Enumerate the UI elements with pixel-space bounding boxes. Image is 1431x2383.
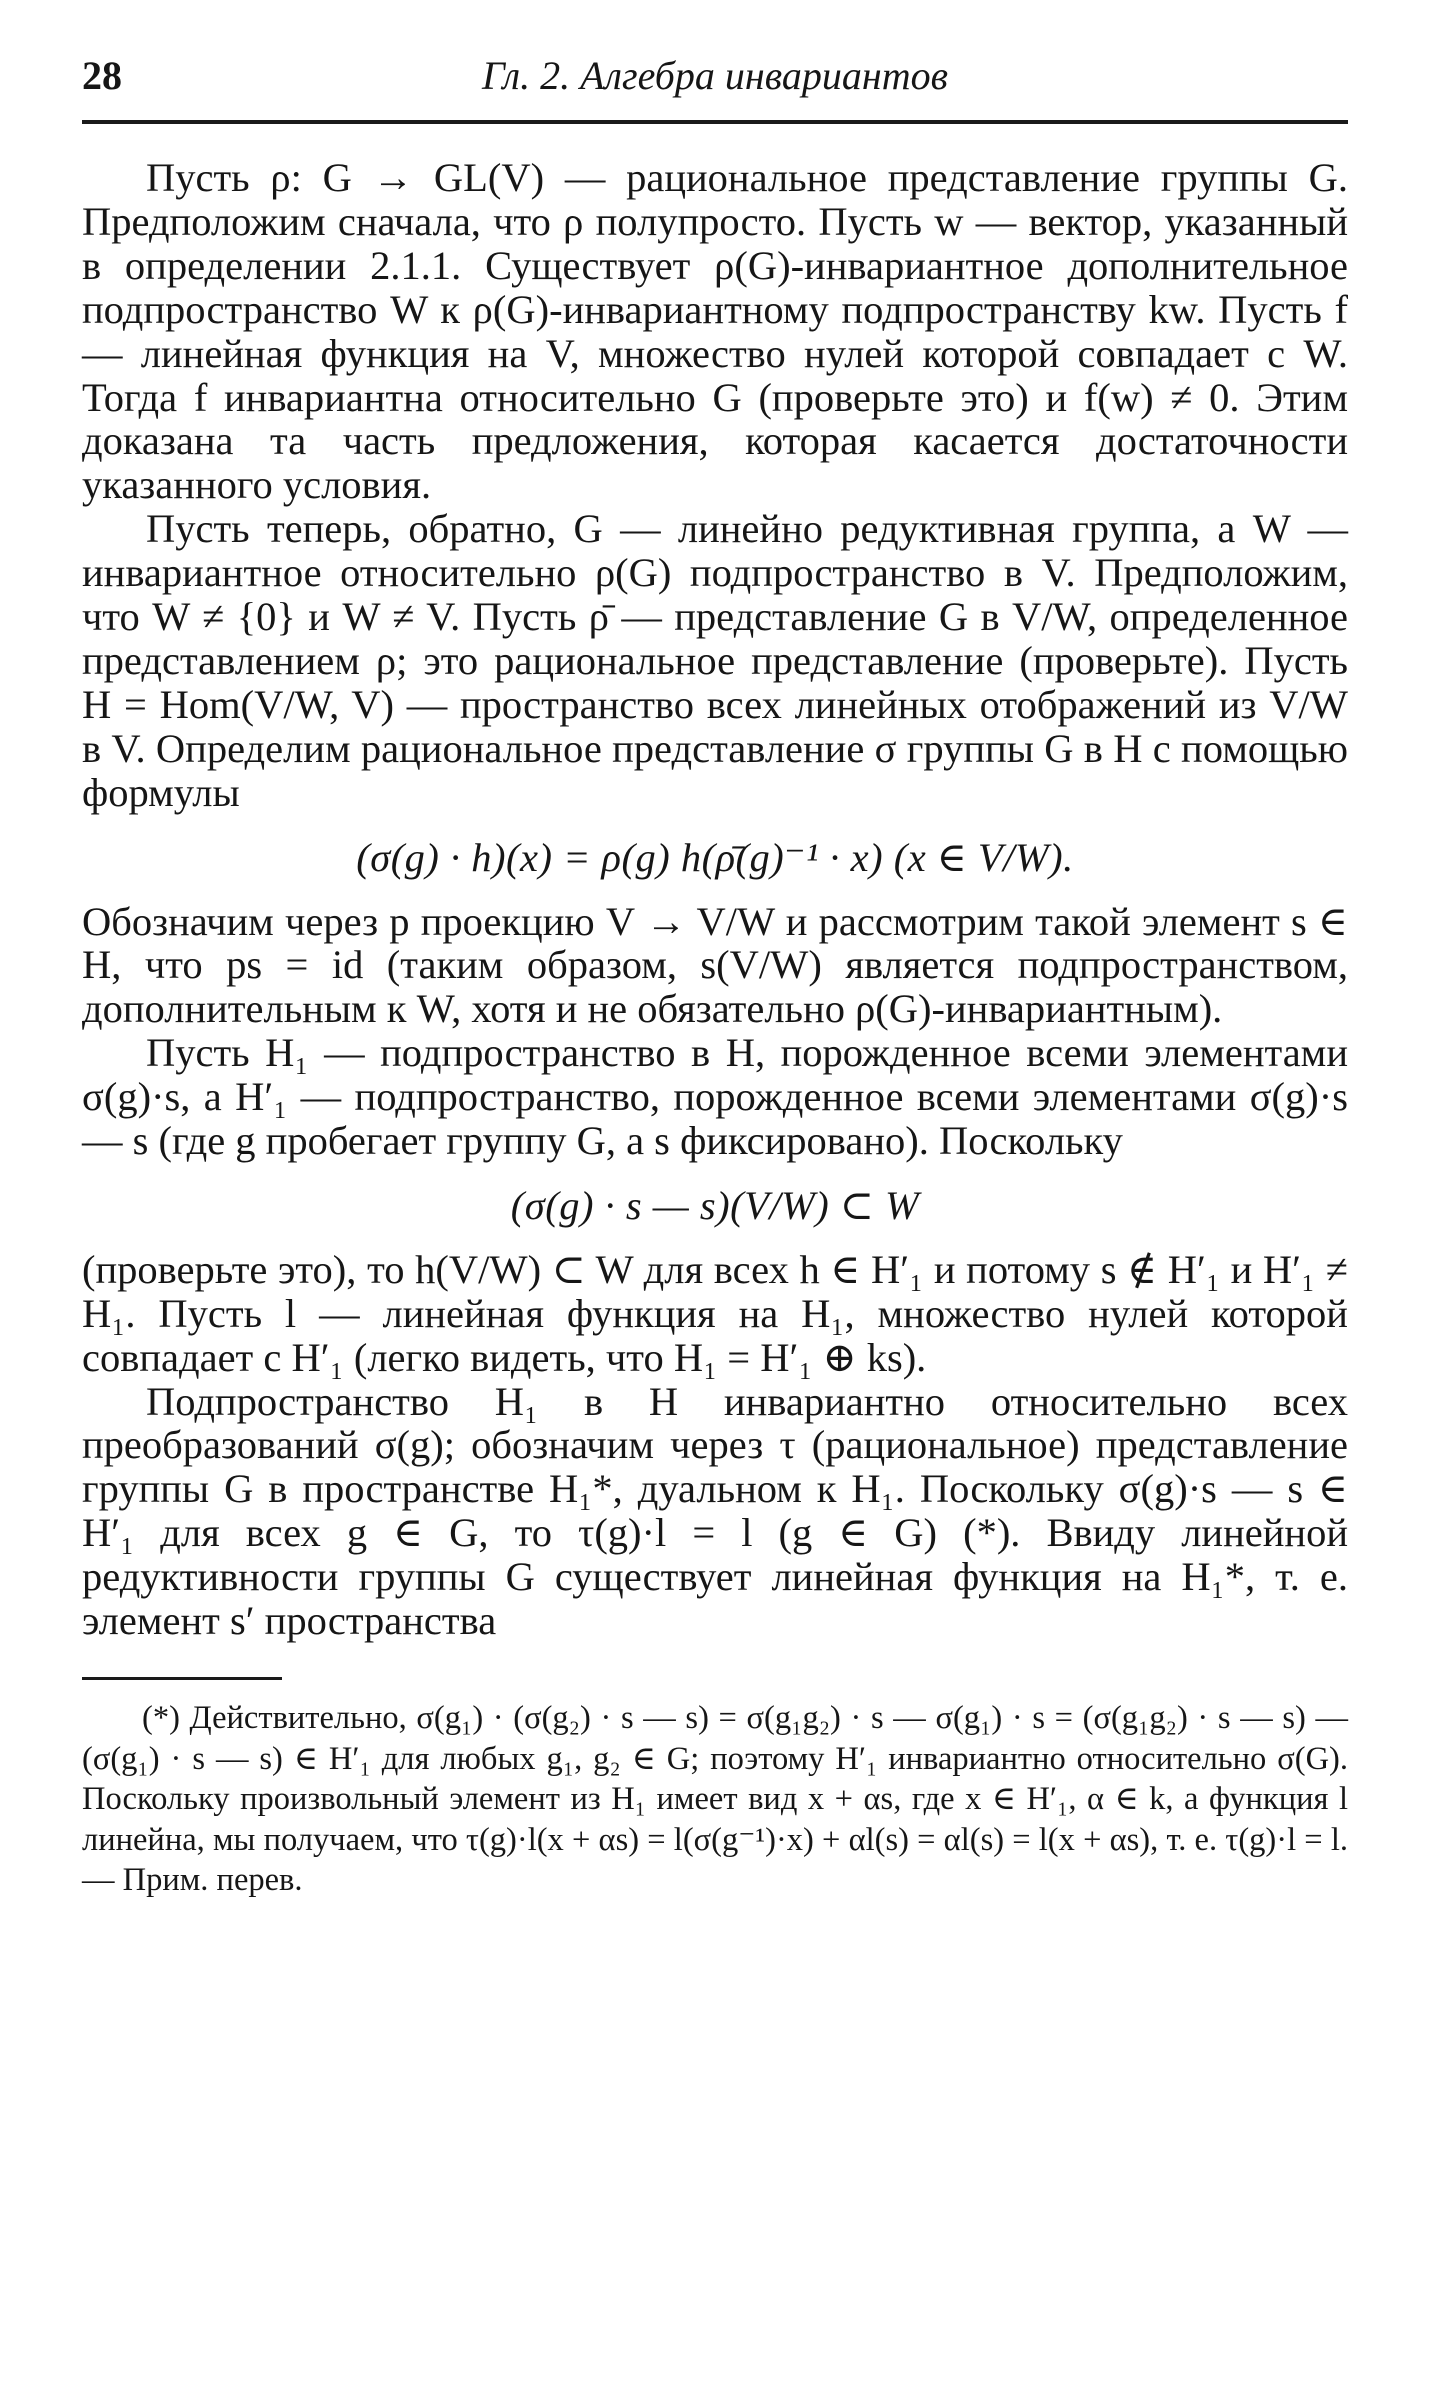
paragraph-4: Пусть H₁ — подпространство в H, порожденное всеми элементами σ(g)·s, а H′₁ — подпространство, порожденное всеми элементами σ(g)·s — s (где g пробегает группу G, а s фиксировано). Поскольку	[82, 1030, 1348, 1164]
formula-sigma-definition: (σ(g) · h)(x) = ρ(g) h(ρ̄(g)⁻¹ · x) (x ∈ V/W).	[356, 834, 1074, 880]
paragraph-3: Обозначим через p проекцию V → V/W и рассмотрим такой элемент s ∈ H, что ps = id (таким образом, s(V/W) является подпространством, дополнительным к W, хотя и не обязательно ρ(G)-инвариантным).	[82, 898, 1348, 1032]
main-text	[82, 156, 1348, 1643]
formula-inclusion: (σ(g) · s — s)(V/W) ⊂ W	[510, 1182, 920, 1228]
footnote: (*) Действительно, σ(g₁) · (σ(g₂) · s — s) = σ(g₁g₂) · s — σ(g₁) · s = (σ(g₁g₂) · s — s) — (σ(g₁) · s — s) ∈ H′₁ для любых g₁, g₂ ∈ G; поэтому H′₁ инвариантно относительно σ(G). Поскольку произвольный элемент из H₁ имеет вид x + αs, где x ∈ H′₁, α ∈ k, а функция l линейна, мы получаем, что τ(g)·l(x + αs) = l(σ(g⁻¹)·x) + αl(s) = αl(s) = l(x + αs), т. е. τ(g)·l = l. — Прим. перев.	[82, 1700, 1348, 1898]
header-rule	[82, 120, 1348, 124]
page-header	[82, 52, 1348, 112]
page-number: 28	[82, 53, 122, 98]
paragraph-5: (проверьте это), то h(V/W) ⊂ W для всех h ∈ H′₁ и потому s ∉ H′₁ и H′₁ ≠ H₁. Пусть l — линейная функция на H₁, множество нулей которой совпадает с H′₁ (легко видеть, что H₁ = H′₁ ⊕ ks).	[82, 1246, 1348, 1380]
paragraph-2: Пусть теперь, обратно, G — линейно редуктивная группа, а W — инвариантное относительно ρ(G) подпространство в V. Предположим, что W ≠ {0} и W ≠ V. Пусть ρ̄ — представление G в V/W, определенное представлением ρ; это рациональное представление (проверьте). Пусть H = Hom(V/W, V) — пространство всех линейных отображений из V/W в V. Определим рациональное представление σ группы G в H с помощью формулы	[82, 506, 1348, 815]
paragraph-6: Подпространство H₁ в H инвариантно относительно всех преобразований σ(g); обозначим через τ (рациональное) представление группы G в пространстве H₁*, дуальном к H₁. Поскольку σ(g)·s — s ∈ H′₁ для всех g ∈ G, то τ(g)·l = l (g ∈ G) (*). Ввиду линейной редуктивности группы G существует линейная функция на H₁*, т. е. элемент s′ пространства	[82, 1378, 1348, 1644]
footnote-rule	[82, 1677, 282, 1680]
paragraph-1: Пусть ρ: G → GL(V) — рациональное представление группы G. Предположим сначала, что ρ полупросто. Пусть w — вектор, указанный в определении 2.1.1. Существует ρ(G)-инвариантное дополнительное подпространство W к ρ(G)-инвариантному подпространству kw. Пусть f — линейная функция на V, множество нулей которой совпадает с W. Тогда f инвариантна относительно G (проверьте это) и f(w) ≠ 0. Этим доказана та часть предложения, которая касается достаточности указанного условия.	[82, 155, 1348, 508]
running-title: Гл. 2. Алгебра инвариантов	[482, 53, 948, 98]
book-page	[82, 52, 1348, 1901]
